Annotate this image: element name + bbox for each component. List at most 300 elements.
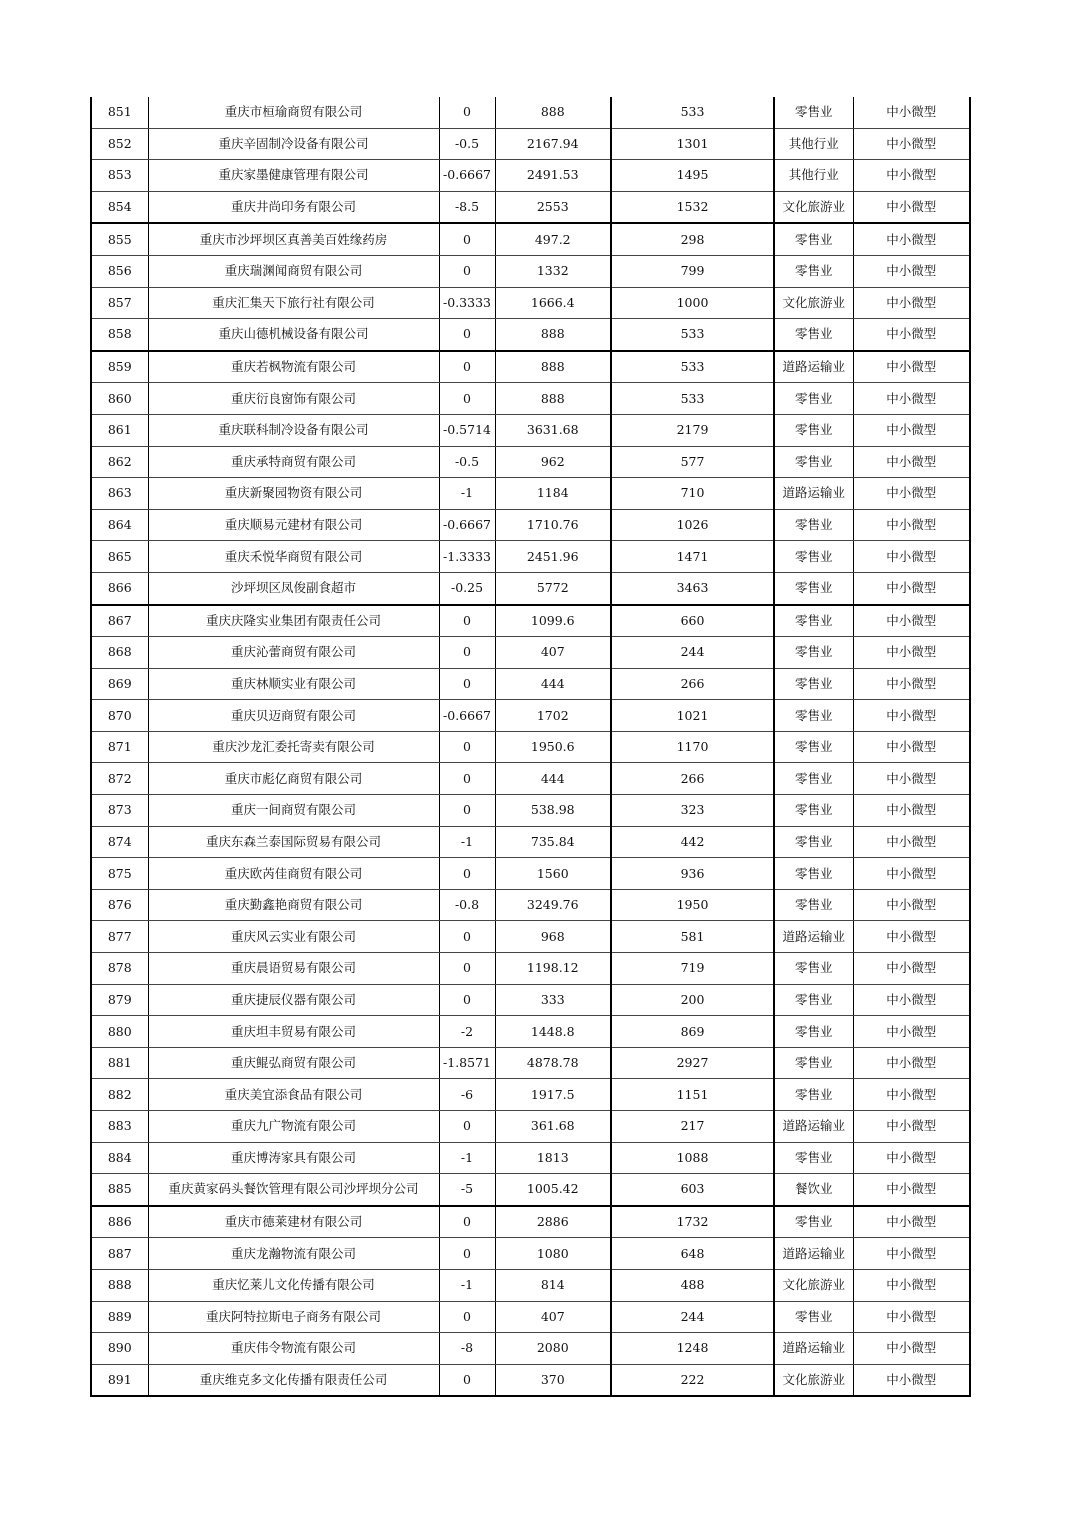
subsidy-cell: 581 xyxy=(611,921,774,953)
industry-cell: 零售业 xyxy=(774,731,853,763)
row-number-cell: 890 xyxy=(91,1333,148,1365)
subsidy-table xyxy=(90,97,971,1397)
growth-rate-cell: 0 xyxy=(439,97,495,128)
company-name-cell: 重庆博涛家具有限公司 xyxy=(148,1142,439,1174)
table-row xyxy=(91,1142,970,1174)
enterprise-size-cell: 中小微型 xyxy=(853,223,970,255)
subsidy-cell: 660 xyxy=(611,605,774,637)
industry-cell: 零售业 xyxy=(774,668,853,700)
table-row xyxy=(91,1174,970,1206)
table-row xyxy=(91,191,970,223)
enterprise-size-cell: 中小微型 xyxy=(853,637,970,669)
industry-cell: 零售业 xyxy=(774,255,853,287)
table-row xyxy=(91,1364,970,1396)
row-number-cell: 885 xyxy=(91,1174,148,1206)
growth-rate-cell: -0.5 xyxy=(439,446,495,478)
subsidy-cell: 1088 xyxy=(611,1142,774,1174)
amount-cell: 888 xyxy=(495,97,611,128)
row-number-cell: 873 xyxy=(91,795,148,827)
table-row xyxy=(91,319,970,351)
company-name-cell: 重庆禾悦华商贸有限公司 xyxy=(148,541,439,573)
growth-rate-cell: 0 xyxy=(439,383,495,415)
company-name-cell: 重庆市沙坪坝区真善美百姓缘药房 xyxy=(148,223,439,255)
industry-cell: 零售业 xyxy=(774,509,853,541)
industry-cell: 道路运输业 xyxy=(774,351,853,383)
enterprise-size-cell: 中小微型 xyxy=(853,1142,970,1174)
row-number-cell: 854 xyxy=(91,191,148,223)
growth-rate-cell: 0 xyxy=(439,921,495,953)
subsidy-cell: 533 xyxy=(611,97,774,128)
industry-cell: 零售业 xyxy=(774,953,853,985)
amount-cell: 1080 xyxy=(495,1238,611,1270)
industry-cell: 文化旅游业 xyxy=(774,191,853,223)
growth-rate-cell: 0 xyxy=(439,1364,495,1396)
company-name-cell: 重庆市彪亿商贸有限公司 xyxy=(148,763,439,795)
subsidy-cell: 442 xyxy=(611,826,774,858)
amount-cell: 1184 xyxy=(495,478,611,510)
enterprise-size-cell: 中小微型 xyxy=(853,668,970,700)
growth-rate-cell: -1 xyxy=(439,1269,495,1301)
industry-cell: 零售业 xyxy=(774,889,853,921)
row-number-cell: 858 xyxy=(91,319,148,351)
row-number-cell: 867 xyxy=(91,605,148,637)
industry-cell: 餐饮业 xyxy=(774,1174,853,1206)
amount-cell: 1332 xyxy=(495,255,611,287)
enterprise-size-cell: 中小微型 xyxy=(853,1333,970,1365)
growth-rate-cell: 0 xyxy=(439,763,495,795)
row-number-cell: 871 xyxy=(91,731,148,763)
growth-rate-cell: 0 xyxy=(439,1206,495,1238)
company-name-cell: 重庆晨语贸易有限公司 xyxy=(148,953,439,985)
subsidy-cell: 799 xyxy=(611,255,774,287)
industry-cell: 零售业 xyxy=(774,763,853,795)
table-row xyxy=(91,572,970,604)
amount-cell: 1917.5 xyxy=(495,1079,611,1111)
industry-cell: 其他行业 xyxy=(774,160,853,192)
company-name-cell: 重庆九广物流有限公司 xyxy=(148,1111,439,1143)
enterprise-size-cell: 中小微型 xyxy=(853,414,970,446)
company-name-cell: 重庆庆隆实业集团有限责任公司 xyxy=(148,605,439,637)
row-number-cell: 856 xyxy=(91,255,148,287)
enterprise-size-cell: 中小微型 xyxy=(853,287,970,319)
industry-cell: 零售业 xyxy=(774,319,853,351)
industry-cell: 其他行业 xyxy=(774,128,853,160)
amount-cell: 735.84 xyxy=(495,826,611,858)
table-row xyxy=(91,1301,970,1333)
growth-rate-cell: -1 xyxy=(439,478,495,510)
amount-cell: 1099.6 xyxy=(495,605,611,637)
table-row xyxy=(91,97,970,128)
industry-cell: 文化旅游业 xyxy=(774,287,853,319)
company-name-cell: 重庆市德莱建材有限公司 xyxy=(148,1206,439,1238)
amount-cell: 5772 xyxy=(495,572,611,604)
growth-rate-cell: -0.6667 xyxy=(439,509,495,541)
growth-rate-cell: 0 xyxy=(439,223,495,255)
subsidy-cell: 244 xyxy=(611,637,774,669)
enterprise-size-cell: 中小微型 xyxy=(853,128,970,160)
amount-cell: 497.2 xyxy=(495,223,611,255)
row-number-cell: 851 xyxy=(91,97,148,128)
growth-rate-cell: -1.3333 xyxy=(439,541,495,573)
row-number-cell: 876 xyxy=(91,889,148,921)
subsidy-cell: 1495 xyxy=(611,160,774,192)
amount-cell: 4878.78 xyxy=(495,1047,611,1079)
row-number-cell: 877 xyxy=(91,921,148,953)
enterprise-size-cell: 中小微型 xyxy=(853,97,970,128)
enterprise-size-cell: 中小微型 xyxy=(853,509,970,541)
enterprise-size-cell: 中小微型 xyxy=(853,478,970,510)
industry-cell: 零售业 xyxy=(774,858,853,890)
industry-cell: 零售业 xyxy=(774,97,853,128)
growth-rate-cell: 0 xyxy=(439,668,495,700)
enterprise-size-cell: 中小微型 xyxy=(853,731,970,763)
enterprise-size-cell: 中小微型 xyxy=(853,572,970,604)
row-number-cell: 868 xyxy=(91,637,148,669)
industry-cell: 道路运输业 xyxy=(774,478,853,510)
industry-cell: 零售业 xyxy=(774,984,853,1016)
table-row xyxy=(91,287,970,319)
row-number-cell: 852 xyxy=(91,128,148,160)
company-name-cell: 重庆忆莱儿文化传播有限公司 xyxy=(148,1269,439,1301)
company-name-cell: 重庆美宜添食品有限公司 xyxy=(148,1079,439,1111)
industry-cell: 零售业 xyxy=(774,446,853,478)
subsidy-cell: 936 xyxy=(611,858,774,890)
amount-cell: 1448.8 xyxy=(495,1016,611,1048)
enterprise-size-cell: 中小微型 xyxy=(853,605,970,637)
growth-rate-cell: -0.5714 xyxy=(439,414,495,446)
industry-cell: 零售业 xyxy=(774,541,853,573)
subsidy-cell: 1301 xyxy=(611,128,774,160)
amount-cell: 1666.4 xyxy=(495,287,611,319)
table-row xyxy=(91,826,970,858)
enterprise-size-cell: 中小微型 xyxy=(853,953,970,985)
row-number-cell: 869 xyxy=(91,668,148,700)
table-row xyxy=(91,984,970,1016)
subsidy-cell: 710 xyxy=(611,478,774,510)
industry-cell: 零售业 xyxy=(774,1142,853,1174)
row-number-cell: 878 xyxy=(91,953,148,985)
amount-cell: 2080 xyxy=(495,1333,611,1365)
industry-cell: 零售业 xyxy=(774,223,853,255)
company-name-cell: 重庆若枫物流有限公司 xyxy=(148,351,439,383)
table-row xyxy=(91,509,970,541)
subsidy-cell: 1000 xyxy=(611,287,774,319)
table-row xyxy=(91,953,970,985)
subsidy-cell: 2179 xyxy=(611,414,774,446)
growth-rate-cell: 0 xyxy=(439,255,495,287)
enterprise-size-cell: 中小微型 xyxy=(853,826,970,858)
subsidy-cell: 298 xyxy=(611,223,774,255)
growth-rate-cell: -1 xyxy=(439,826,495,858)
amount-cell: 2167.94 xyxy=(495,128,611,160)
growth-rate-cell: 0 xyxy=(439,1301,495,1333)
enterprise-size-cell: 中小微型 xyxy=(853,1174,970,1206)
industry-cell: 道路运输业 xyxy=(774,1333,853,1365)
subsidy-cell: 266 xyxy=(611,668,774,700)
subsidy-cell: 323 xyxy=(611,795,774,827)
company-name-cell: 重庆沙龙汇委托寄卖有限公司 xyxy=(148,731,439,763)
row-number-cell: 887 xyxy=(91,1238,148,1270)
table-row xyxy=(91,255,970,287)
subsidy-cell: 222 xyxy=(611,1364,774,1396)
company-name-cell: 重庆贝迈商贸有限公司 xyxy=(148,700,439,732)
company-name-cell: 重庆黄家码头餐饮管理有限公司沙坪坝分公司 xyxy=(148,1174,439,1206)
industry-cell: 道路运输业 xyxy=(774,1238,853,1270)
table-row xyxy=(91,1111,970,1143)
enterprise-size-cell: 中小微型 xyxy=(853,1238,970,1270)
enterprise-size-cell: 中小微型 xyxy=(853,319,970,351)
table-row xyxy=(91,446,970,478)
industry-cell: 零售业 xyxy=(774,1206,853,1238)
growth-rate-cell: -0.6667 xyxy=(439,160,495,192)
amount-cell: 3249.76 xyxy=(495,889,611,921)
subsidy-cell: 1021 xyxy=(611,700,774,732)
row-number-cell: 870 xyxy=(91,700,148,732)
subsidy-cell: 648 xyxy=(611,1238,774,1270)
amount-cell: 1702 xyxy=(495,700,611,732)
row-number-cell: 855 xyxy=(91,223,148,255)
company-name-cell: 重庆东森兰泰国际贸易有限公司 xyxy=(148,826,439,858)
subsidy-cell: 1170 xyxy=(611,731,774,763)
table-row xyxy=(91,128,970,160)
table-row xyxy=(91,1016,970,1048)
row-number-cell: 884 xyxy=(91,1142,148,1174)
table-row xyxy=(91,1333,970,1365)
enterprise-size-cell: 中小微型 xyxy=(853,255,970,287)
subsidy-cell: 533 xyxy=(611,319,774,351)
amount-cell: 444 xyxy=(495,763,611,795)
enterprise-size-cell: 中小微型 xyxy=(853,541,970,573)
amount-cell: 2491.53 xyxy=(495,160,611,192)
growth-rate-cell: 0 xyxy=(439,319,495,351)
enterprise-size-cell: 中小微型 xyxy=(853,763,970,795)
amount-cell: 968 xyxy=(495,921,611,953)
company-name-cell: 重庆沁蕾商贸有限公司 xyxy=(148,637,439,669)
row-number-cell: 882 xyxy=(91,1079,148,1111)
subsidy-cell: 2927 xyxy=(611,1047,774,1079)
row-number-cell: 889 xyxy=(91,1301,148,1333)
row-number-cell: 883 xyxy=(91,1111,148,1143)
industry-cell: 零售业 xyxy=(774,1079,853,1111)
row-number-cell: 864 xyxy=(91,509,148,541)
company-name-cell: 重庆伟令物流有限公司 xyxy=(148,1333,439,1365)
company-name-cell: 重庆维克多文化传播有限责任公司 xyxy=(148,1364,439,1396)
row-number-cell: 863 xyxy=(91,478,148,510)
company-name-cell: 沙坪坝区凤俊副食超市 xyxy=(148,572,439,604)
industry-cell: 文化旅游业 xyxy=(774,1269,853,1301)
subsidy-cell: 200 xyxy=(611,984,774,1016)
enterprise-size-cell: 中小微型 xyxy=(853,446,970,478)
enterprise-size-cell: 中小微型 xyxy=(853,351,970,383)
table-row xyxy=(91,1238,970,1270)
row-number-cell: 872 xyxy=(91,763,148,795)
growth-rate-cell: -8 xyxy=(439,1333,495,1365)
amount-cell: 888 xyxy=(495,383,611,415)
amount-cell: 1710.76 xyxy=(495,509,611,541)
growth-rate-cell: -1.8571 xyxy=(439,1047,495,1079)
company-name-cell: 重庆联科制冷设备有限公司 xyxy=(148,414,439,446)
table-row xyxy=(91,889,970,921)
row-number-cell: 866 xyxy=(91,572,148,604)
company-name-cell: 重庆衍良窗饰有限公司 xyxy=(148,383,439,415)
row-number-cell: 865 xyxy=(91,541,148,573)
subsidy-cell: 1151 xyxy=(611,1079,774,1111)
subsidy-cell: 869 xyxy=(611,1016,774,1048)
subsidy-cell: 266 xyxy=(611,763,774,795)
amount-cell: 2553 xyxy=(495,191,611,223)
company-name-cell: 重庆勤鑫艳商贸有限公司 xyxy=(148,889,439,921)
company-name-cell: 重庆顺易元建材有限公司 xyxy=(148,509,439,541)
row-number-cell: 880 xyxy=(91,1016,148,1048)
industry-cell: 文化旅游业 xyxy=(774,1364,853,1396)
row-number-cell: 886 xyxy=(91,1206,148,1238)
row-number-cell: 853 xyxy=(91,160,148,192)
table-row xyxy=(91,160,970,192)
company-name-cell: 重庆捷辰仪器有限公司 xyxy=(148,984,439,1016)
amount-cell: 888 xyxy=(495,319,611,351)
growth-rate-cell: 0 xyxy=(439,731,495,763)
industry-cell: 道路运输业 xyxy=(774,1111,853,1143)
table-row xyxy=(91,605,970,637)
amount-cell: 1005.42 xyxy=(495,1174,611,1206)
subsidy-cell: 1026 xyxy=(611,509,774,541)
amount-cell: 2886 xyxy=(495,1206,611,1238)
subsidy-cell: 217 xyxy=(611,1111,774,1143)
amount-cell: 444 xyxy=(495,668,611,700)
enterprise-size-cell: 中小微型 xyxy=(853,160,970,192)
enterprise-size-cell: 中小微型 xyxy=(853,1079,970,1111)
company-name-cell: 重庆市桓瑜商贸有限公司 xyxy=(148,97,439,128)
table-row xyxy=(91,1269,970,1301)
amount-cell: 407 xyxy=(495,637,611,669)
company-name-cell: 重庆辛固制冷设备有限公司 xyxy=(148,128,439,160)
industry-cell: 道路运输业 xyxy=(774,921,853,953)
growth-rate-cell: 0 xyxy=(439,795,495,827)
amount-cell: 1950.6 xyxy=(495,731,611,763)
industry-cell: 零售业 xyxy=(774,1016,853,1048)
table-row xyxy=(91,921,970,953)
company-name-cell: 重庆风云实业有限公司 xyxy=(148,921,439,953)
growth-rate-cell: -1 xyxy=(439,1142,495,1174)
company-name-cell: 重庆龙瀚物流有限公司 xyxy=(148,1238,439,1270)
company-name-cell: 重庆新聚园物资有限公司 xyxy=(148,478,439,510)
subsidy-cell: 1732 xyxy=(611,1206,774,1238)
industry-cell: 零售业 xyxy=(774,1047,853,1079)
company-name-cell: 重庆承特商贸有限公司 xyxy=(148,446,439,478)
table-row xyxy=(91,858,970,890)
company-name-cell: 重庆山德机械设备有限公司 xyxy=(148,319,439,351)
company-name-cell: 重庆汇集天下旅行社有限公司 xyxy=(148,287,439,319)
enterprise-size-cell: 中小微型 xyxy=(853,383,970,415)
subsidy-cell: 1471 xyxy=(611,541,774,573)
table-row xyxy=(91,1206,970,1238)
industry-cell: 零售业 xyxy=(774,414,853,446)
growth-rate-cell: 0 xyxy=(439,858,495,890)
company-name-cell: 重庆一间商贸有限公司 xyxy=(148,795,439,827)
enterprise-size-cell: 中小微型 xyxy=(853,1111,970,1143)
amount-cell: 1560 xyxy=(495,858,611,890)
row-number-cell: 888 xyxy=(91,1269,148,1301)
row-number-cell: 859 xyxy=(91,351,148,383)
amount-cell: 538.98 xyxy=(495,795,611,827)
subsidy-cell: 533 xyxy=(611,383,774,415)
enterprise-size-cell: 中小微型 xyxy=(853,1206,970,1238)
company-name-cell: 重庆阿特拉斯电子商务有限公司 xyxy=(148,1301,439,1333)
row-number-cell: 874 xyxy=(91,826,148,858)
amount-cell: 370 xyxy=(495,1364,611,1396)
amount-cell: 814 xyxy=(495,1269,611,1301)
amount-cell: 1198.12 xyxy=(495,953,611,985)
amount-cell: 361.68 xyxy=(495,1111,611,1143)
industry-cell: 零售业 xyxy=(774,826,853,858)
table-row xyxy=(91,351,970,383)
amount-cell: 3631.68 xyxy=(495,414,611,446)
enterprise-size-cell: 中小微型 xyxy=(853,889,970,921)
growth-rate-cell: 0 xyxy=(439,953,495,985)
subsidy-cell: 719 xyxy=(611,953,774,985)
growth-rate-cell: 0 xyxy=(439,984,495,1016)
growth-rate-cell: -0.6667 xyxy=(439,700,495,732)
row-number-cell: 862 xyxy=(91,446,148,478)
table-row xyxy=(91,1047,970,1079)
company-name-cell: 重庆欧芮佳商贸有限公司 xyxy=(148,858,439,890)
row-number-cell: 861 xyxy=(91,414,148,446)
enterprise-size-cell: 中小微型 xyxy=(853,1269,970,1301)
subsidy-cell: 1950 xyxy=(611,889,774,921)
table-row xyxy=(91,763,970,795)
row-number-cell: 891 xyxy=(91,1364,148,1396)
amount-cell: 1813 xyxy=(495,1142,611,1174)
company-name-cell: 重庆林顺实业有限公司 xyxy=(148,668,439,700)
growth-rate-cell: -0.5 xyxy=(439,128,495,160)
industry-cell: 零售业 xyxy=(774,572,853,604)
row-number-cell: 881 xyxy=(91,1047,148,1079)
subsidy-cell: 533 xyxy=(611,351,774,383)
industry-cell: 零售业 xyxy=(774,1301,853,1333)
growth-rate-cell: 0 xyxy=(439,637,495,669)
enterprise-size-cell: 中小微型 xyxy=(853,1301,970,1333)
table-row xyxy=(91,223,970,255)
table-row xyxy=(91,414,970,446)
subsidy-cell: 3463 xyxy=(611,572,774,604)
growth-rate-cell: -2 xyxy=(439,1016,495,1048)
table-row xyxy=(91,795,970,827)
industry-cell: 零售业 xyxy=(774,605,853,637)
row-number-cell: 875 xyxy=(91,858,148,890)
subsidy-cell: 577 xyxy=(611,446,774,478)
growth-rate-cell: -0.25 xyxy=(439,572,495,604)
table-row xyxy=(91,541,970,573)
enterprise-size-cell: 中小微型 xyxy=(853,795,970,827)
enterprise-size-cell: 中小微型 xyxy=(853,700,970,732)
table-row xyxy=(91,668,970,700)
growth-rate-cell: -5 xyxy=(439,1174,495,1206)
row-number-cell: 860 xyxy=(91,383,148,415)
industry-cell: 零售业 xyxy=(774,700,853,732)
growth-rate-cell: 0 xyxy=(439,1111,495,1143)
growth-rate-cell: -0.8 xyxy=(439,889,495,921)
table-row xyxy=(91,700,970,732)
industry-cell: 零售业 xyxy=(774,383,853,415)
amount-cell: 333 xyxy=(495,984,611,1016)
company-name-cell: 重庆坦丰贸易有限公司 xyxy=(148,1016,439,1048)
table-row xyxy=(91,1079,970,1111)
subsidy-cell: 1248 xyxy=(611,1333,774,1365)
table-row xyxy=(91,478,970,510)
industry-cell: 零售业 xyxy=(774,637,853,669)
enterprise-size-cell: 中小微型 xyxy=(853,1047,970,1079)
row-number-cell: 879 xyxy=(91,984,148,1016)
